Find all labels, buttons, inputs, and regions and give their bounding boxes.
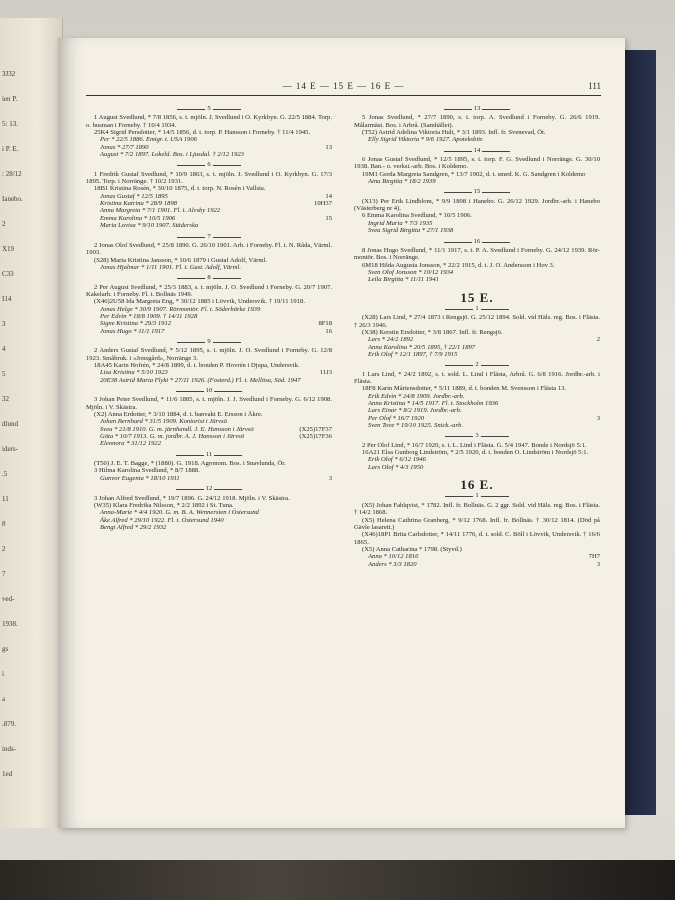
previous-page-fragment: .879. xyxy=(2,720,16,728)
section-number: 10 xyxy=(205,387,213,395)
previous-page-fragment: inds- xyxy=(2,745,16,753)
record-text: 6 Emma Karolina Svedlund, * 10/5 1906. xyxy=(362,212,472,220)
section-separator xyxy=(354,188,600,195)
child-text: Jonas Hugo * 11/1 1917 xyxy=(100,327,165,335)
child-text: Lars Olof * 4/3 1950 xyxy=(368,463,424,471)
record-entry xyxy=(354,114,600,129)
previous-page-fragment: 5: 13. xyxy=(2,120,18,128)
child-entry xyxy=(86,509,332,516)
section-number: 5 xyxy=(207,105,211,112)
child-text: Anna Karolina * 20/5 1895, † 22/1 1897 xyxy=(368,343,476,351)
child-reference: 3 xyxy=(328,474,332,482)
child-entry xyxy=(86,320,332,327)
record-entry xyxy=(86,467,332,474)
record-text: 25K4 Sigrid Persdotter, * 14/5 1856, d. t. torp. P. Hansson i Forneby. † 11/4 1945. xyxy=(94,129,311,137)
previous-page-fragment: dlund xyxy=(2,420,18,428)
child-text: Åke Alfred * 29/10 1922. Fl. t. Östersund 1940 xyxy=(100,516,224,524)
section-number: 13 xyxy=(473,105,481,112)
child-entry xyxy=(354,422,600,429)
child-entry xyxy=(86,328,332,335)
section-number: 7 xyxy=(207,232,211,240)
child-entry xyxy=(86,313,332,320)
child-text: Erik Olof * 12/1 1897, † 7/9 1915 xyxy=(368,350,458,358)
child-reference: 8F18 xyxy=(318,320,332,328)
child-reference: 10H37 xyxy=(314,200,332,208)
record-text: (T52) Astrid Adelina Viktoria Hult, * 3/1 1893. Infl. fr. Svenevad, Ör. xyxy=(362,129,546,137)
record-entry xyxy=(86,257,332,264)
previous-page-fragment: 8 xyxy=(2,520,6,528)
book-page xyxy=(58,38,625,828)
record-text: 18B1 Kristina Rosén, * 30/10 1875, d. t. torp. N. Rosén i Vallsta. xyxy=(94,185,266,193)
child-reference: 13 xyxy=(325,143,332,151)
record-entry xyxy=(86,171,332,186)
section-separator xyxy=(354,361,600,368)
record-text: 18A45 Karin Hofrén, * 24/8 1899, d. t. bonden P. Hovrén i Djupa, Undersvik. xyxy=(94,362,300,369)
child-entry xyxy=(354,344,600,351)
child-text: Anna-Marie * 4/4 1920. G. m. B. A. Wennersten i Östersund xyxy=(100,509,259,517)
record-entry xyxy=(86,362,332,369)
section-number: 16 xyxy=(473,237,481,245)
section-number: 14 xyxy=(473,146,481,154)
record-text: (X13) Per Erik Lindblom, * 9/9 1898 i Hanebo. G. 26/12 1929. Jordbr.-arb. i Hanebo (Västerberg nr 4). xyxy=(354,197,600,213)
record-entry xyxy=(354,171,600,178)
child-text: Eleonora * 31/12 1922 xyxy=(100,440,161,448)
record-text: 2 Jonas Olof Svedlund, * 25/8 1890. G. 26/10 1901. Arb. i Forneby. Fl. t. N. Råda, Värml. 1903. xyxy=(86,241,332,257)
section-separator xyxy=(86,161,332,168)
record-text: 3 Johan Peter Svedlund, * 11/6 1885, s. t. mjöln. J. J. Svedlund i Forneby. G. 6/12 1908. Mjöln. i V. Skästra. xyxy=(86,396,332,411)
child-text: 20E38 Astrid Maria Flykt * 27/11 1926. (Fosterd.) Fl. t. Mellösa, Söd. 1947 xyxy=(100,376,301,384)
child-text: Sven Olof Jonsson * 10/12 1934 xyxy=(368,268,454,276)
page-number: 111 xyxy=(588,81,601,91)
record-text: 3 Hilma Karolina Svedlund, * 8/7 1888. xyxy=(94,467,200,475)
child-reference: 7H7 xyxy=(588,553,600,561)
record-entry xyxy=(86,396,332,411)
child-entry xyxy=(86,264,332,271)
child-text: Emma Karolina * 10/5 1906 xyxy=(100,214,176,222)
record-entry xyxy=(354,314,600,329)
record-text: 1 August Svedlund, * 7/8 1856, s. t. mjöln. J. Svedlund i O. Kyrkbyn. G. 22/5 1884. Torp. o. husman i Forneby. † 10/4 1934. xyxy=(86,114,332,129)
record-text: 6M18 Hilda Augusta Jonsson, * 22/2 1915, d. t. J. O. Andersson i Hov 3. xyxy=(362,261,555,269)
record-text: 6 Jonas Gustaf Svedlund, * 12/5 1895, s. t. torp. F. G. Svedlund i Norränge. G. 30/10 1938. Ban.- o. verkst.-arb. Bos. i Koldemo. xyxy=(354,156,600,171)
child-text: Anna * 10/12 1816 xyxy=(368,553,419,561)
record-entry xyxy=(354,371,600,386)
child-entry xyxy=(86,215,332,222)
child-entry xyxy=(86,369,332,376)
child-text: Per Olof * 16/7 1920 xyxy=(368,414,425,422)
section-heading: 16 E. xyxy=(460,477,494,493)
child-text: Jonas * 27/7 1890 xyxy=(100,143,149,151)
child-entry xyxy=(86,222,332,229)
record-entry xyxy=(354,517,600,532)
previous-page-fragment: 32 xyxy=(2,395,9,403)
previous-page-fragment: 1938. xyxy=(2,620,18,628)
previous-page-fragment: 11 xyxy=(2,495,9,503)
previous-page-fragment: .5 xyxy=(2,470,8,478)
previous-page-fragment: ved- xyxy=(2,595,15,603)
record-text: (X5) Anna Catharina * 1798. (Styvd.) xyxy=(362,545,462,553)
section-separator xyxy=(86,485,332,492)
section-separator xyxy=(86,387,332,394)
section-separator xyxy=(86,338,332,345)
child-text: Ingrid Maria * 7/3 1935 xyxy=(368,219,433,227)
previous-page-fragment: 2 xyxy=(2,220,6,228)
child-reference: 3 xyxy=(596,414,600,422)
child-entry xyxy=(86,377,332,384)
child-entry xyxy=(86,136,332,143)
section-number: 12 xyxy=(205,485,213,493)
child-text: Aina Birgitta * 18/2 1939 xyxy=(368,178,436,186)
child-text: Jonas Helge * 30/9 1907. Rörmontör. Fl. t. Söderbärke 1939 xyxy=(100,305,261,313)
record-entry xyxy=(86,460,332,467)
section-number: 6 xyxy=(207,161,211,169)
previous-page-fragment: i xyxy=(2,670,4,678)
record-text: 18F8 Karin Mårtensdotter, * 5/11 1889, d. t. bonden M. Svensson i Flästa 13. xyxy=(362,385,567,393)
child-reference: (X25)17F37 xyxy=(299,425,332,433)
previous-page-edge xyxy=(0,18,63,828)
previous-page-fragment: 5 xyxy=(2,370,6,378)
record-entry xyxy=(354,502,600,517)
record-entry xyxy=(354,385,600,392)
record-text: 2 Per August Svedlund, * 25/3 1883, s. t. mjöln. J. O. Svedlund i Forneby. G. 20/7 1907. Kakelarb. i Forneby. Fl. t. Bollnäs 1949. xyxy=(86,283,332,298)
child-text: Jonas Gustaf * 12/5 1895 xyxy=(100,192,168,200)
record-text: 2 Per Olof Lind, * 16/7 1920, s. t. L. Lind i Flästa. G. 5/4 1947. Bonde i Nordsjö 5:1. xyxy=(362,441,587,449)
child-reference: 2 xyxy=(596,336,600,344)
record-text: (X5) Johan Fahlqvist, * 1782. Infl. fr. Bollnäs. G. 2 ggr. Sold. vid Häls. reg. Bos. i Flästa. † 14/2 1868. xyxy=(354,501,600,517)
previous-page-fragment: X19 xyxy=(2,245,15,253)
previous-page-fragment: 4 xyxy=(2,345,6,353)
previous-page-fragment: 3J32 xyxy=(2,70,16,78)
record-entry xyxy=(354,129,600,136)
child-text: Lars * 24/2 1892 xyxy=(368,336,414,344)
child-reference: (X25)17F36 xyxy=(299,433,332,441)
child-entry xyxy=(86,524,332,531)
record-text: 8 Jonas Hugo Svedlund, * 11/1 1917, s. t. P. A. Svedlund i Forneby. G. 24/12 1939. Rör-montör. Bos. i Norränge. xyxy=(354,246,600,262)
child-reference: 11J3 xyxy=(319,369,332,377)
record-entry xyxy=(354,329,600,336)
child-entry xyxy=(354,400,600,407)
child-entry xyxy=(354,415,600,422)
child-entry xyxy=(86,151,332,158)
child-text: Per * 22/5 1886. Emigr. t. USA 1906 xyxy=(100,136,197,144)
child-text: August * 7/2 1897. Lokeld. Bos. i Ljusdal. † 2/12 1923 xyxy=(100,151,244,159)
child-entry xyxy=(354,407,600,414)
section-separator xyxy=(86,233,332,240)
child-entry xyxy=(86,144,332,151)
section-separator xyxy=(86,274,332,281)
child-text: Sven Tove * 19/10 1925. Snick.-arb. xyxy=(368,422,463,430)
section-number: 8 xyxy=(207,274,211,282)
section-number: 2 xyxy=(475,361,479,369)
child-entry xyxy=(86,475,332,482)
previous-page-fragment: C33 xyxy=(2,270,14,278)
record-entry xyxy=(86,114,332,129)
child-text: Lisa Kristina * 5/10 1923 xyxy=(100,369,168,377)
child-text: Elly Sigrid Viktoria * 9/6 1927. Apoteksbitr. xyxy=(368,136,484,144)
record-entry xyxy=(354,449,600,456)
section-separator xyxy=(86,105,332,112)
record-text: (W35) Klara Fredrika Nilsson, * 2/2 1892 i St. Tuna. xyxy=(94,501,234,509)
child-entry xyxy=(354,269,600,276)
record-text: 1 Fredrik Gustaf Svedlund, * 10/9 1863, s. t. mjöln. J. Svedlund i O. Kyrkbyn. G. 17/3 1895. Torp. i Norränge. † 10/2 1931. xyxy=(86,170,332,186)
record-text: 5 Jonas Svedlund, * 27/7 1890, s. t. torp. A. Svedlund i Forneby. G. 26/6 1919. Målarmäst. Bos. i Arbrå. (Samhället). xyxy=(354,114,600,129)
record-text: (X5) Helena Cathrina Granberg, * 9/12 1768. Infl. fr. Bollnäs. † 30/12 1814. (Död på Gävle lasarett.) xyxy=(354,516,600,531)
child-text: Anna Margreta * 7/1 1901. Fl. t. Alvsby 1922 xyxy=(100,207,221,215)
previous-page-fragment: : 28/12 xyxy=(2,170,22,178)
record-text: (X46)2U58 Ida Margreta Eng, * 30/12 1885 i Lövvik, Undersvik. † 19/11 1918. xyxy=(94,298,305,306)
previous-page-fragment: Ianebo. xyxy=(2,195,23,203)
child-entry xyxy=(86,433,332,440)
child-entry xyxy=(354,351,600,358)
left-column xyxy=(86,102,332,531)
child-entry xyxy=(86,200,332,207)
previous-page-fragment: a xyxy=(2,695,6,703)
section-separator xyxy=(354,105,600,112)
child-text: Maria Lovisa * 9/10 1907. Städerska xyxy=(100,222,199,230)
child-reference: 16 xyxy=(325,327,332,335)
child-entry xyxy=(354,136,600,143)
record-entry xyxy=(354,531,600,546)
record-entry xyxy=(354,212,600,219)
record-text: 1 Lars Lind, * 24/2 1892, s. t. sold. L. Lind i Flästa, Arbrå. G. 6/8 1916. Jordbr.-arb. i Flästa. xyxy=(354,370,600,385)
record-entry xyxy=(86,284,332,299)
section-number: 3 xyxy=(475,432,479,440)
child-entry xyxy=(354,178,600,185)
previous-page-fragment: iders- xyxy=(2,445,18,453)
child-text: Anders * 3/3 1820 xyxy=(368,560,417,568)
child-entry xyxy=(354,336,600,343)
section-number: 9 xyxy=(207,337,211,345)
section-number: 1 xyxy=(475,492,479,500)
child-text: Svea Sigrid Birgitta * 27/1 1938 xyxy=(368,227,454,235)
right-column xyxy=(354,102,600,568)
record-entry xyxy=(86,185,332,192)
child-text: Leila Birgitta * 11/11 1941 xyxy=(368,276,439,284)
child-text: Kristina Katrina * 28/9 1898 xyxy=(100,200,177,208)
section-separator xyxy=(354,305,600,312)
previous-page-fragment: i P. E. xyxy=(2,145,19,153)
record-entry xyxy=(354,156,600,171)
previous-page-fragment: 2 xyxy=(2,545,6,553)
previous-page-fragment: 7 xyxy=(2,570,6,578)
child-entry xyxy=(86,418,332,425)
section-separator xyxy=(354,492,600,499)
section-number: 15 xyxy=(473,188,481,196)
child-reference: 14 xyxy=(325,192,332,200)
page-header xyxy=(86,81,601,96)
section-separator xyxy=(354,147,600,154)
child-text: Per Edvin * 18/8 1909. † 14/11 1928 xyxy=(100,312,198,320)
record-text: 3 Johan Alfred Svedlund, * 19/7 1896. G. 24/12 1918. Mjöln. i V. Skästra. xyxy=(94,494,290,502)
child-text: Gunvor Eugenia * 18/10 1911 xyxy=(100,474,180,482)
record-text: (S28) Maria Kristina Jansson, * 10/6 1879 i Gustaf Adolf, Värml. xyxy=(94,256,267,264)
child-entry xyxy=(86,207,332,214)
previous-page-fragment: gs xyxy=(2,645,9,653)
child-text: Svea * 21/8 1910. G. m. järnhandl. J. E. Hansson i Järvsö xyxy=(100,425,254,433)
record-entry xyxy=(354,262,600,269)
child-entry xyxy=(354,227,600,234)
record-entry xyxy=(86,242,332,257)
child-text: Johan Bernhard * 31/5 1909. Kontorist i Järvsö xyxy=(100,418,227,426)
record-entry xyxy=(86,411,332,418)
record-text: (X46)18P1 Brita Carlsdotter, * 14/11 1776, d. t. sold. C. Böll i Lövvik, Undersvik. † 16/6 1865. xyxy=(354,531,600,546)
previous-page-fragment: I14 xyxy=(2,295,12,303)
child-entry xyxy=(86,440,332,447)
child-text: Signe Kristina * 29/3 1912 xyxy=(100,320,172,328)
record-text: (T50) J. E. T. Bagge, * (1880). G. 1918. Agronom. Bos. i Snavlunda, Ör. xyxy=(94,460,286,468)
child-entry xyxy=(354,561,600,568)
child-entry xyxy=(354,456,600,463)
child-entry xyxy=(354,220,600,227)
child-entry xyxy=(354,553,600,560)
child-text: Erik Edvin * 24/8 1909. Jordbr.-arb. xyxy=(368,392,465,400)
record-entry xyxy=(86,347,332,362)
previous-page-fragment: 3 xyxy=(2,320,6,328)
child-entry xyxy=(354,464,600,471)
child-entry xyxy=(86,426,332,433)
record-entry xyxy=(354,546,600,553)
child-reference: 3 xyxy=(596,560,600,568)
previous-page-fragment: 1ed xyxy=(2,770,13,778)
record-text: 19M1 Gerda Margreta Sandgren, * 13/7 1902, d. t. smed. K. G. Sandgren i Koldemo xyxy=(362,170,586,178)
child-entry xyxy=(86,517,332,524)
child-entry xyxy=(86,193,332,200)
section-number: 11 xyxy=(205,450,213,458)
section-separator xyxy=(86,451,332,458)
record-entry xyxy=(354,198,600,213)
child-text: Erik Olof * 6/12 1946 xyxy=(368,456,426,464)
record-text: (X28) Lars Lind, * 27/4 1873 i Rengsjö. G. 25/12 1894. Sold. vid Häls. reg. Bos. i Flästa. † 26/3 1946. xyxy=(354,314,600,329)
page-header-sections: — 14 E — 15 E — 16 E — xyxy=(282,81,405,91)
section-heading: 15 E. xyxy=(460,289,494,305)
child-entry xyxy=(86,306,332,313)
section-separator xyxy=(354,432,600,439)
record-text: 2 Anders Gustaf Svedlund, * 5/12 1895, s. t. mjöln. J. O. Svedlund i Forneby. G. 12/8 1923. Småbruk. i »Jonsgård», Norränge 3. xyxy=(86,347,332,362)
previous-page-fragment: ien P. xyxy=(2,95,18,103)
record-text: 16A21 Elsa Gunborg Lindström, * 2/5 1920, d. t. bonden O. Lindström i Nordsjö 5:1. xyxy=(362,449,589,457)
record-entry xyxy=(86,495,332,502)
section-separator xyxy=(354,238,600,245)
record-text: (X38) Kerstin Ersdotter, * 3/8 1867. Infl. fr. Rengsjö. xyxy=(362,328,503,336)
child-text: Jonas Hjalmar * 1/11 1901. Fl. t. Gust. Adolf, Värml. xyxy=(100,263,241,271)
record-entry xyxy=(354,247,600,262)
child-entry xyxy=(354,276,600,283)
record-entry xyxy=(86,298,332,305)
child-entry xyxy=(354,393,600,400)
child-text: Göta * 10/7 1913. G. m. jordbr. A. J. Hansson i Järvsö xyxy=(100,433,245,441)
record-entry xyxy=(354,442,600,449)
child-reference: 15 xyxy=(325,214,332,222)
child-text: Lars Einar * 8/2 1919. Jordbr.-arb. xyxy=(368,407,462,415)
child-text: Bengt Alfred * 29/2 1932 xyxy=(100,523,167,531)
section-number: 1 xyxy=(475,304,479,312)
floor xyxy=(0,860,675,900)
child-text: Anna Kristina * 14/5 1917. Fl. t. Stockholm 1936 xyxy=(368,400,499,408)
record-text: (X2) Anna Erdotter, * 3/10 1884, d. t. banvakt E. Ersson i Äkre. xyxy=(94,411,263,419)
record-entry xyxy=(86,129,332,136)
